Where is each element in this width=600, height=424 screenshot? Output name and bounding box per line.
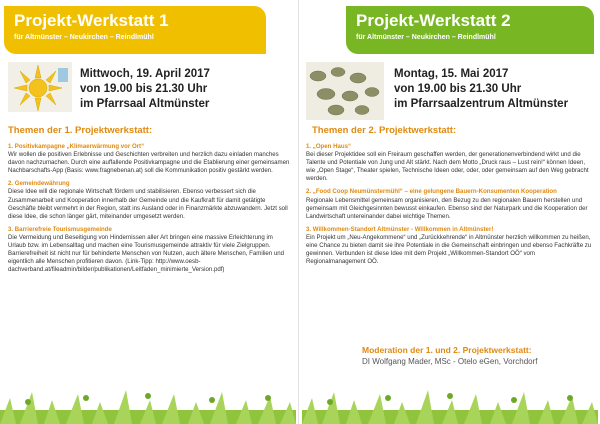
event-date: Montag, 15. Mai 2017 bbox=[394, 68, 509, 80]
topic-title: 3. Willkommen-Standort Altmünster - Willkommen in Altmünster! bbox=[306, 225, 494, 233]
topic-text: Ein Projekt um „Neu-Angekommene“ und „Zurückkehrende“ in Altmünster herzlich willkommen zu heißen, eine Chance zu bieten damit sie ihre Potentiale in die Gemeinschaft einbringen und ebenso Fachkräfte zu gewinnen. Verbunden ist diese Idee mit dem Projekt „Willkommen-Standort OÖ“ vom Regionalmanagement OÖ. bbox=[306, 233, 592, 266]
topics-body bbox=[8, 143, 290, 279]
topic-text: Bei dieser Projektidee soll ein Freiraum geschaffen werden, der generationenverbindend wirkt und die Talente und Potentiale von Jung und Alt stärkt. Nach dem Motto „Druck raus – Lust rein!“ können Ideen, wie „Open Stage“, Theater spielen, Technische Ideen oder, oder, oder gemeinsam auf den Weg gebracht werden. bbox=[306, 151, 589, 183]
topic-section bbox=[306, 188, 592, 220]
topic-title: 1. „Open Haus“ bbox=[306, 143, 352, 150]
topic-section bbox=[306, 143, 592, 183]
topic-title: 2. „Food Coop Neumünstermühl“ – eine gelungene Bauern-Konsumenten Kooperation bbox=[306, 188, 557, 196]
topics-heading: Themen der 2. Projektwerkstatt: bbox=[312, 125, 457, 136]
topic-text: Regionale Lebensmittel gemeinsam organisieren, den Bezug zu den regionalen Bauern herstellen und gemeinsam mit Gleichgesinnten bewusst einkaufen. Ebenso sind der Naturpark und die Kooperation der Landwirtschaft untereinander dabei wichtige Themen. bbox=[306, 196, 588, 220]
title-banner bbox=[4, 6, 266, 54]
moderation-text: DI Wolfgang Mader, MSc - Otelo eGen, Vorchdorf bbox=[362, 357, 538, 366]
title-banner bbox=[346, 6, 594, 54]
page-title: Projekt-Werkstatt 2 bbox=[356, 11, 511, 30]
green-grass-footer bbox=[302, 380, 598, 424]
topic-section bbox=[306, 226, 592, 266]
flyer-page-2 bbox=[302, 0, 598, 424]
event-location: im Pfarrsaal Altmünster bbox=[80, 98, 210, 110]
event-time: von 19.00 bis 21.30 Uhr bbox=[394, 83, 522, 95]
page-subtitle: für Altmünster – Neukirchen – Reindlmühl bbox=[356, 34, 496, 41]
green-grass-footer bbox=[0, 380, 296, 424]
event-location: im Pfarrsaalzentrum Altmünster bbox=[394, 98, 569, 110]
flyer-page-1 bbox=[0, 0, 296, 424]
event-date: Mittwoch, 19. April 2017 bbox=[80, 68, 210, 80]
topic-section bbox=[8, 180, 290, 220]
event-date-block bbox=[80, 67, 210, 112]
page-title: Projekt-Werkstatt 1 bbox=[14, 11, 169, 30]
topics-heading: Themen der 1. Projektwerkstatt: bbox=[8, 125, 153, 136]
topic-section bbox=[8, 226, 290, 275]
event-date-block bbox=[394, 67, 568, 112]
page-divider bbox=[298, 0, 299, 424]
moderation-block bbox=[362, 345, 538, 367]
event-time: von 19.00 bis 21.30 Uhr bbox=[80, 83, 208, 95]
topic-title: 2. Gemeindewährung bbox=[8, 180, 70, 188]
topic-text: Die Vermeidung und Beseitigung von Hindernissen aller Art bringen eine massive Erleichterung im Urlaub bzw. im Lebensalltag und machen eine Tourismusgemeinde attraktiv für viele Zielgruppen. Barrierefreiheit ist nicht nur für behinderte Menschen von Nutzen, auch ältere Menschen, Familien und eigentlich alle Menschen profitieren davon. (Link-Tipp: http://www.oesb-dachverband.at/fileadmin/bilder/publikationen/Leitfaden_minimierte_Version.pdf) bbox=[8, 233, 285, 274]
topic-title: 3. Barrierefreie Tourismusgemeinde bbox=[8, 225, 112, 233]
moderation-title: Moderation der 1. und 2. Projektwerkstatt: bbox=[362, 345, 532, 355]
topic-title: 1. Positivkampagne „Klimaerwärmung vor Ort“ bbox=[8, 143, 145, 150]
topic-text: Wir wollen die positiven Erlebnisse und Geschichten verbreiten und herzlich dazu einladen manches davon nachzumachen. Durch eine auffallende Positivkampagne und die Etablierung einer gemeinsamen Nachbarschafts-App (Basis: www.fragnebenan.at) soll die Kommunikation positiv gestärkt werden. bbox=[8, 151, 290, 175]
sun-sculpture-photo bbox=[8, 62, 72, 112]
topic-section bbox=[8, 143, 290, 175]
stones-photo bbox=[306, 62, 384, 120]
topic-text: Diese Idee will die regionale Wirtschaft fördern und stabilisieren. Ebenso verbessert sich die Zusammenarbeit und Kooperation innerhalb der Gemeinde und die Kaufkraft für damit getätigte Geschäfte bleibt vermehrt in der Region, statt ins Ausland oder in Finanzmärkte abzuwandern. Jetzt soll diese Idee, die schon länger gärt, miteinander umgesetzt werden. bbox=[8, 188, 288, 220]
page-subtitle: für Altmünster – Neukirchen – Reindlmühl bbox=[14, 34, 154, 41]
topics-body bbox=[306, 143, 592, 271]
